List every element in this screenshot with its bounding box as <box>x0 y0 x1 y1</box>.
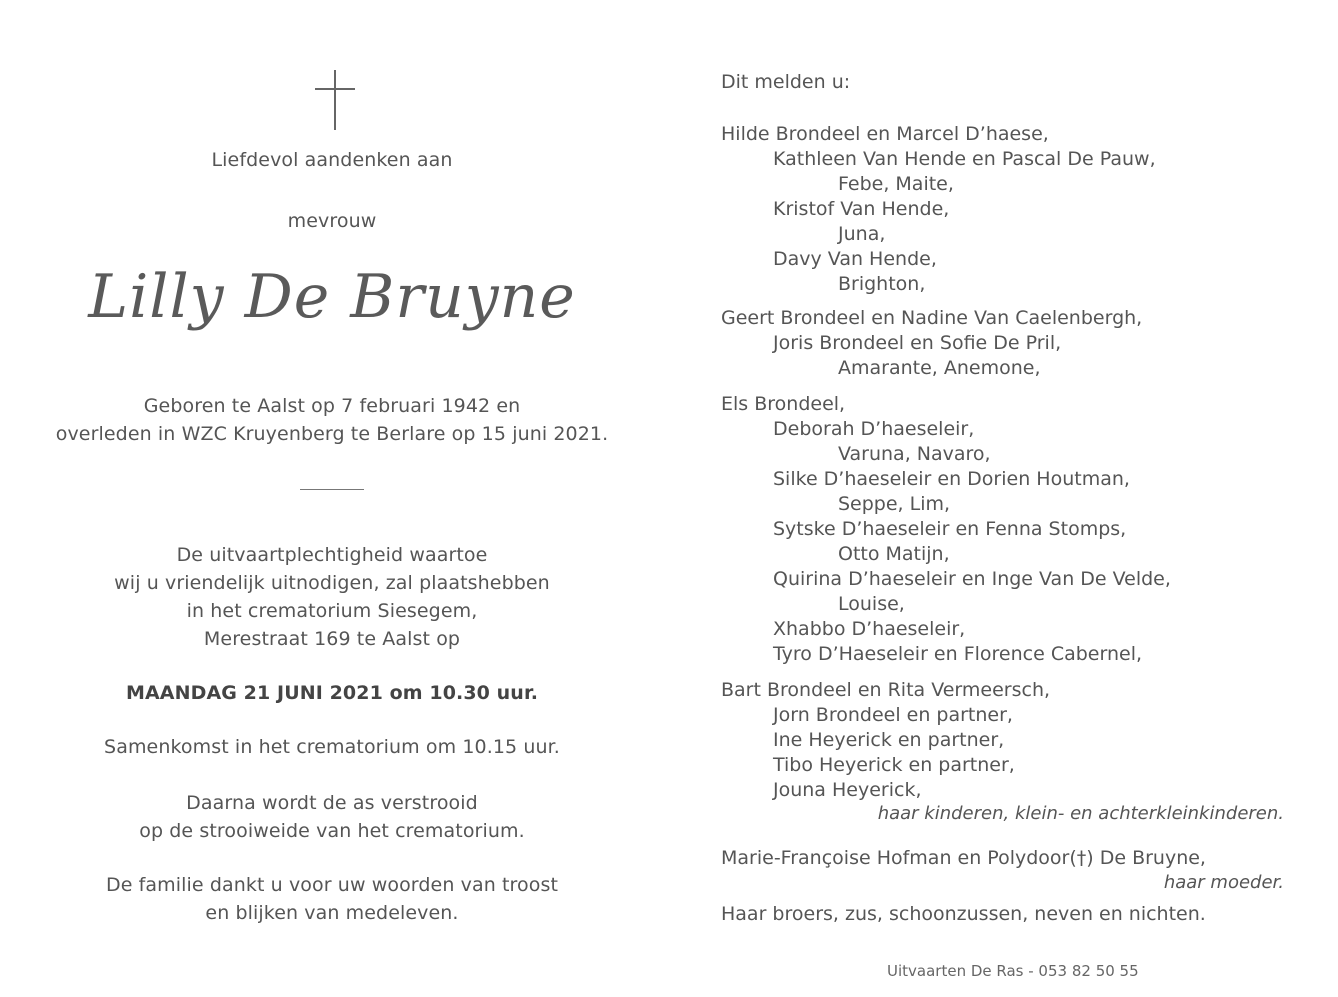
mother-relation: haar moeder. <box>1163 872 1284 893</box>
family-line: Kristof Van Hende, <box>773 198 950 220</box>
family-line: Bart Brondeel en Rita Vermeersch, <box>721 679 1051 701</box>
family-line: Tyro D’Haeseleir en Florence Cabernel, <box>773 643 1143 665</box>
family-line: Amarante, Anemone, <box>838 357 1041 379</box>
mother-line: Marie-Françoise Hofman en Polydoor(†) De Bruyne, <box>721 847 1206 869</box>
family-line: Juna, <box>838 223 886 245</box>
family-line: Jorn Brondeel en partner, <box>773 704 1013 726</box>
family-line: Davy Van Hende, <box>773 248 937 270</box>
family-line: Xhabbo D’haeseleir, <box>773 618 966 640</box>
birth-text: Geboren te Aalst op 7 februari 1942 en <box>143 395 521 417</box>
family-line: Seppe, Lim, <box>838 493 951 515</box>
family-line: Tibo Heyerick en partner, <box>773 754 1015 776</box>
others-line: Haar broers, zus, schoonzussen, neven en nichten. <box>721 903 1206 925</box>
title-text: mevrouw <box>287 210 377 232</box>
family-line: Brighton, <box>838 273 926 295</box>
family-line: Kathleen Van Hende en Pascal De Pauw, <box>773 148 1156 170</box>
divider <box>300 489 364 490</box>
family-line: Febe, Maite, <box>838 173 954 195</box>
ceremony-line: Merestraat 169 te Aalst op <box>203 628 461 650</box>
family-line: Geert Brondeel en Nadine Van Caelenbergh, <box>721 307 1143 329</box>
family-line: Otto Matijn, <box>838 543 950 565</box>
family-line: Jouna Heyerick, <box>773 779 922 801</box>
family-line: Quirina D’haeseleir en Inge Van De Velde, <box>773 568 1171 590</box>
children-relation: haar kinderen, klein- en achterkleinkinderen. <box>877 803 1284 824</box>
family-line: Silke D’haeseleir en Dorien Houtman, <box>773 468 1130 490</box>
deceased-name: Lilly De Bruyne <box>88 262 576 332</box>
family-line: Louise, <box>838 593 905 615</box>
undertaker-footer: Uitvaarten De Ras - 053 82 50 55 <box>887 962 1139 980</box>
family-line: Ine Heyerick en partner, <box>773 729 1005 751</box>
family-line: Deborah D’haeseleir, <box>773 418 975 440</box>
cross-icon <box>315 70 355 130</box>
family-line: Varuna, Navaro, <box>838 443 991 465</box>
ceremony-date: MAANDAG 21 JUNI 2021 om 10.30 uur. <box>125 682 539 704</box>
thanks-line: De familie dankt u voor uw woorden van troost <box>105 874 559 896</box>
family-line: Els Brondeel, <box>721 393 846 415</box>
thanks-line: en blijken van medeleven. <box>205 902 459 924</box>
family-line: Joris Brondeel en Sofie De Pril, <box>773 332 1062 354</box>
scattering-line: Daarna wordt de as verstrooid <box>186 792 478 814</box>
announcement-header: Dit melden u: <box>721 71 851 93</box>
family-line: Hilde Brondeel en Marcel D’haese, <box>721 123 1049 145</box>
death-text: overleden in WZC Kruyenberg te Berlare op 15 juni 2021. <box>55 423 609 445</box>
ceremony-line: wij u vriendelijk uitnodigen, zal plaatshebben <box>114 572 550 594</box>
intro-text: Liefdevol aandenken aan <box>211 149 453 171</box>
gathering-text: Samenkomst in het crematorium om 10.15 uur. <box>104 736 560 758</box>
scattering-line: op de strooiweide van het crematorium. <box>139 820 525 842</box>
family-line: Sytske D’haeseleir en Fenna Stomps, <box>773 518 1127 540</box>
ceremony-line: De uitvaartplechtigheid waartoe <box>176 544 488 566</box>
ceremony-line: in het crematorium Siesegem, <box>186 600 478 622</box>
